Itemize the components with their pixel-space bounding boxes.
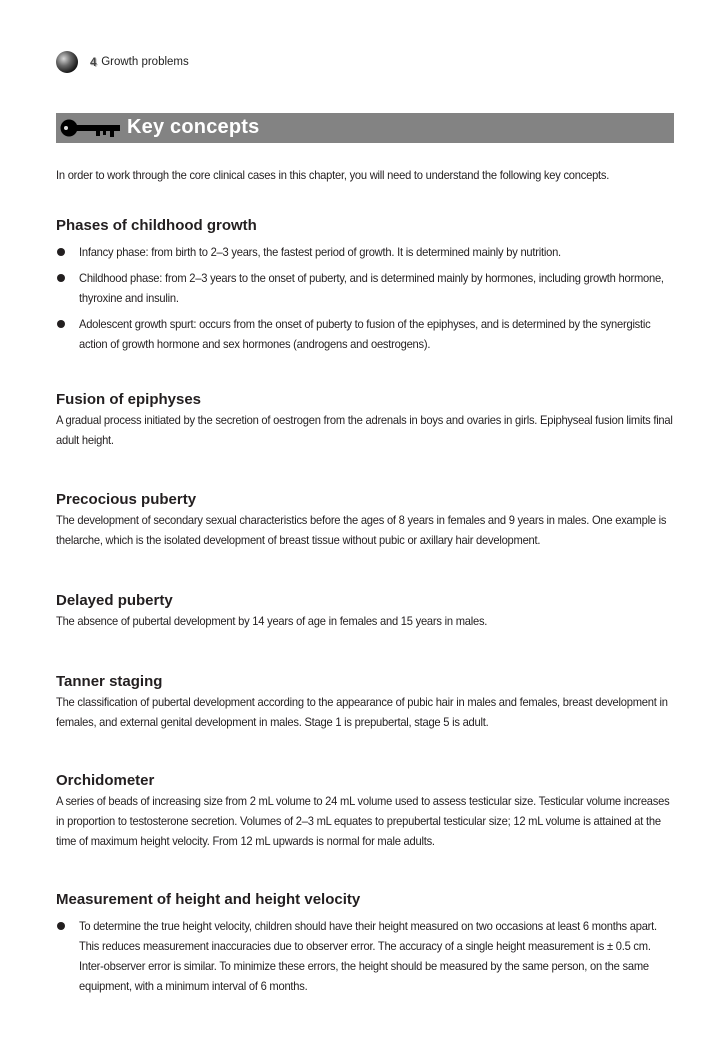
list-item: To determine the true height velocity, children should have their height measured on two occasions at least 6 months apart. This reduces measurement inaccuracies due to observer error. The accuracy of a single height measurement is ± 0.5 cm. Inter-observer error is similar. To minimize these errors, the height should be measured by the same person, on the same equipment, with a minimum interval of 6 months. <box>56 916 674 996</box>
list-item: Childhood phase: from 2–3 years to the onset of puberty, and is determined mainly by hormones, including growth hormone, thyroxine and insulin. <box>56 268 674 308</box>
section-heading: Orchidometer <box>56 772 155 789</box>
list-item: Infancy phase: from birth to 2–3 years, the fastest period of growth. It is determined mainly by nutrition. <box>56 242 674 262</box>
section-fusion <box>56 390 674 450</box>
section-measurement <box>56 890 674 1002</box>
section-heading: Precocious puberty <box>56 491 197 508</box>
key-concepts-banner <box>56 113 674 143</box>
section-tanner <box>56 672 674 732</box>
section-orchidometer <box>56 771 674 851</box>
list-item: Adolescent growth spurt: occurs from the onset of puberty to fusion of the epiphyses, and is determined by the synergistic action of growth hormone and sex hormones (androgens and oestrogens). <box>56 314 674 354</box>
key-concepts-title: Key concepts <box>127 116 260 138</box>
section-text: The development of secondary sexual characteristics before the ages of 8 years in females and 9 years in males. One example is thelarche, which is the isolated development of breast tissue without pubic or axillary hair development. <box>56 513 667 547</box>
key-icon <box>60 118 122 138</box>
section-precocious <box>56 490 674 550</box>
section-text: The classification of pubertal development according to the appearance of pubic hair in males and females, breast development in females, and external genital development in males. Stage 1 is prepubertal, stage 5 is adult. <box>56 695 668 729</box>
section-heading: Fusion of epiphyses <box>56 391 202 408</box>
chapter-title: Growth problems <box>101 56 189 68</box>
sphere-icon <box>56 51 78 73</box>
intro-block <box>56 165 674 185</box>
bullet-list <box>56 916 674 996</box>
section-heading: Delayed puberty <box>56 592 173 609</box>
section-heading: Phases of childhood growth <box>56 217 257 234</box>
section-text: A gradual process initiated by the secretion of oestrogen from the adrenals in boys and ovaries in girls. Epiphyseal fusion limits final adult height. <box>56 413 673 447</box>
section-heading: Tanner staging <box>56 673 163 690</box>
section-text: The absence of pubertal development by 14 years of age in females and 15 years in males. <box>56 614 488 628</box>
chapter-number: 4 <box>90 55 97 69</box>
section-text: A series of beads of increasing size from 2 mL volume to 24 mL volume used to assess testicular size. Testicular volume increases in proportion to testosterone secretion. Volumes of 2–3 mL equates to prepubertal testicular size; 12 mL volume is attained at the time of maximum height velocity. From 12 mL upwards is normal for male adults. <box>56 794 670 848</box>
section-delayed <box>56 591 674 631</box>
section-phases <box>56 216 674 360</box>
intro-text: In order to work through the core clinical cases in this chapter, you will need to understand the following key concepts. <box>56 168 610 182</box>
running-header <box>56 50 189 74</box>
bullet-list <box>56 242 674 354</box>
section-heading: Measurement of height and height velocity <box>56 891 361 908</box>
